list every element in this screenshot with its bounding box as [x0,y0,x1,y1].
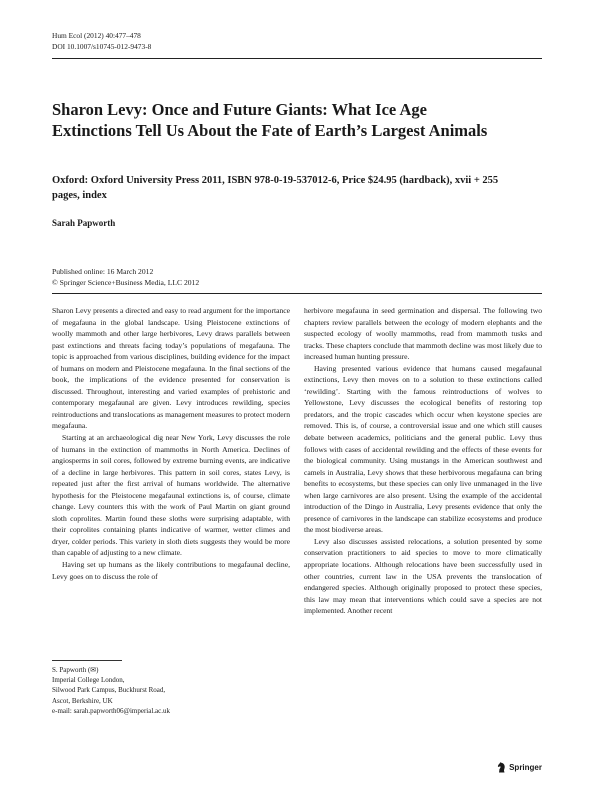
affiliation-line: Imperial College London, [52,676,125,685]
journal-header [52,30,151,52]
published-date: Published online: 16 March 2012 [52,267,154,276]
publisher-logo [497,762,542,773]
body-rule [52,293,542,294]
footnote-rule [52,660,122,661]
header-rule [52,58,542,59]
journal-citation: Hum Ecol (2012) 40:477–478 [52,31,141,40]
author-name: Sarah Papworth [52,218,116,228]
paragraph: Having presented various evidence that humans caused megafaunal extinctions, Levy then moves on to a solution to these extinctions called ‘rewilding’. Starting with the famous reintroductions of wolves to Yellowstone, Levy discusses the ecological benefits of restoring top predators, and the tropic cascades which occur when keystone species are removed. This is, of course, a controversial issue and one which still causes debate between academics, politicians and the general public. Levy thus follows with cases of accidental rewilding and the effects of these events for the biological community. Using mustangs in the American southwest and camels in Australia, Levy shows that these herbivorous megafauna can bring benefits to ecosystems, but these species can only live unmanaged in the live when large carnivores are also present. Using the example of the accidental introduction of the Dingo in Australia, Levy presents evidence that only the presence of carnivores in the landscape can stabilize ecosystems and produce the most biodiverse areas. [304,363,542,535]
doi[interactable]: DOI 10.1007/s10745-012-9473-8 [52,42,152,51]
affiliation-line: Silwood Park Campus, Buckhurst Road, [52,686,166,695]
paragraph: Sharon Levy presents a directed and easy to read argument for the importance of megafauna in the global landscape. Using Pleistocene extinctions of woolly mammoth and other large herbivores, Levy draws parallels between past extinctions and threats facing today’s populations of megafauna. The topic is approached from various disciplines, building evidence for the impact of humans on modern and Pleistocene megafauna. In the final sections of the book, the implications of the evidence presented for conservation is discussed. Throughout, interesting and varied examples of prehistoric and contemporary megafaunal are given. Levy introduces rewilding, species reintroductions and translocations as management measures to protect modern megafauna. [52,306,290,431]
publication-info [52,266,199,288]
paragraph: Having set up humans as the likely contributions to megafaunal decline, Levy goes on to discuss the role of [52,560,290,581]
paragraph: Starting at an archaeological dig near New York, Levy discusses the role of humans in the extinction of mammoths in North America. Declines of angiosperms in soil cores, followed by extreme burning events, are indicative of a decline in large herbivores. This pattern in soil cores, states Levy, is repeated just after the first arrival of humans worldwide. The alternative hypothesis for the Pleistocene megafaunal extinctions is, of course, climate change. Levy counters this with the work of Paul Martin on giant ground sloth coprolites. Martin found these sloths were surprising adaptable, with their coprolites containing plants indicative of warmer, wetter climes and dryer, colder periods. This variety in sloth diets suggests they would be more than capable of adjusting to a new climate. [52,433,290,558]
body-column-right [304,305,542,617]
author-email[interactable]: e-mail: sarah.papworth06@imperial.ac.uk [52,706,171,715]
copyright-line: © Springer Science+Business Media, LLC 2012 [52,278,200,287]
affiliation-line: Ascot, Berkshire, UK [52,696,113,705]
paragraph: herbivore megafauna in seed germination and dispersal. The following two chapters review parallels between the ecology of modern elephants and the suspected ecology of woolly mammoths, read from mammoth tusks and tracks. These chapters conclude that mammoth decline was most likely due to increased human hunting pressure. [304,306,542,362]
paragraph: Levy also discusses assisted relocations, a solution presented by some conservation practitioners to aid species to move to more climatically appropriate locations. Although relocations have been successfully used in other countries, current law in the USA prevents the translocation of endangered species. Although originally proposed to protect these species, this law may mean that interventions which could save a species are not implemented. Another recent [304,536,542,616]
body-column-left [52,305,290,582]
chess-knight-icon [497,762,506,773]
publisher-name: Springer [509,763,542,772]
book-details: Oxford: Oxford University Press 2011, ISBN 978-0-19-537012-6, Price $24.95 (hardback), xvii + 255 pages, index [52,175,499,201]
author-affiliation [52,665,170,716]
correspondence-name: S. Papworth (✉) [52,666,99,674]
article-title: Sharon Levy: Once and Future Giants: What Ice Age Extinctions Tell Us About the Fate of Earth’s Largest Animals [52,100,488,140]
